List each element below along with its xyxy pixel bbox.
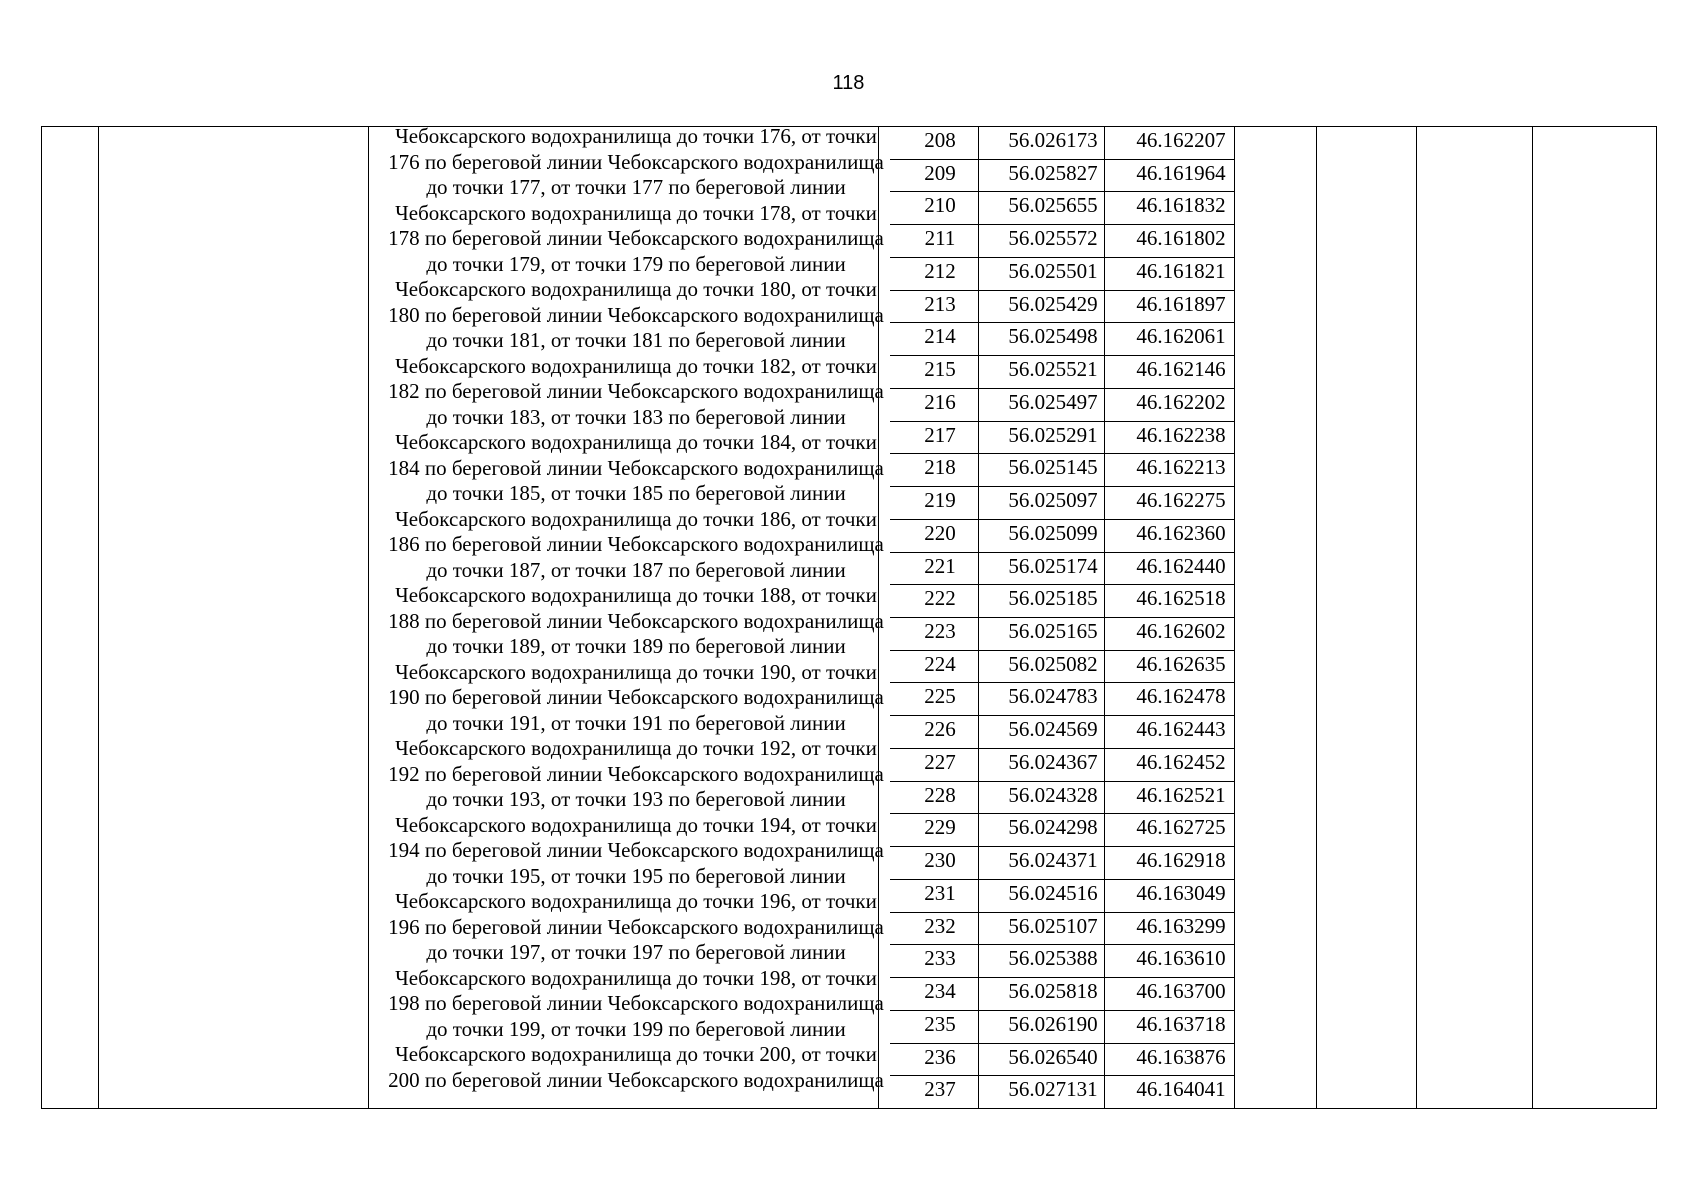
point-number: 236 [924, 1044, 956, 1069]
table-row [890, 1011, 1246, 1044]
description-line: 200 по береговой линии Чебоксарского водохранилища [388, 1067, 884, 1092]
point-number: 227 [924, 749, 956, 774]
latitude-cell: 56.025388 [1008, 946, 1098, 971]
point-number: 225 [924, 684, 956, 709]
table-border-right [1656, 126, 1657, 1109]
longitude-cell: 46.161964 [1136, 160, 1226, 185]
longitude-cell: 46.162146 [1136, 357, 1226, 382]
description-line: 176 по береговой линии Чебоксарского водохранилища [388, 149, 884, 174]
table-row [890, 716, 1246, 749]
description-line: Чебоксарского водохранилища до точки 196, от точки [395, 889, 877, 913]
point-number: 214 [924, 324, 956, 349]
point-number: 223 [924, 619, 956, 643]
table-row [890, 160, 1246, 193]
table-row [890, 1044, 1246, 1077]
longitude-cell: 46.162478 [1136, 684, 1226, 709]
description-line: до точки 199, от точки 199 по береговой линии [426, 1016, 846, 1041]
latitude-cell: 56.024371 [1008, 848, 1098, 873]
latitude-cell: 56.025501 [1008, 258, 1098, 283]
table-row [890, 454, 1246, 487]
latitude-cell: 56.025572 [1008, 226, 1098, 251]
table-row [890, 847, 1246, 880]
description-line: Чебоксарского водохранилища до точки 188, от точки [395, 583, 877, 607]
description-line: 194 по береговой линии Чебоксарского водохранилища [388, 838, 884, 862]
latitude-cell: 56.025655 [1008, 193, 1098, 218]
table-row [890, 323, 1246, 356]
column-divider [1316, 126, 1317, 1109]
point-number: 234 [924, 979, 956, 1004]
description-line: до точки 197, от точки 197 по береговой линии [426, 940, 846, 964]
table-row [890, 258, 1246, 291]
longitude-cell: 46.162207 [1136, 128, 1226, 152]
boundary-description [369, 124, 903, 1093]
table-row [890, 585, 1246, 618]
longitude-cell: 46.162918 [1136, 848, 1226, 873]
point-number: 219 [924, 488, 956, 513]
description-line: до точки 191, от точки 191 по береговой линии [426, 710, 846, 735]
table-row [890, 749, 1246, 782]
point-number: 221 [924, 553, 956, 578]
description-line: 182 по береговой линии Чебоксарского водохранилища [388, 379, 884, 403]
point-number: 208 [924, 128, 956, 152]
point-number: 231 [924, 880, 956, 905]
table-row [890, 651, 1246, 684]
description-line: 186 по береговой линии Чебоксарского водохранилища [388, 532, 884, 556]
longitude-cell: 46.162602 [1136, 619, 1226, 643]
table-row [890, 1076, 1246, 1109]
latitude-cell: 56.025521 [1008, 357, 1098, 382]
description-line: до точки 177, от точки 177 по береговой линии [426, 175, 846, 199]
latitude-cell: 56.025827 [1008, 160, 1098, 185]
latitude-cell: 56.024367 [1008, 749, 1098, 774]
table-row [890, 422, 1246, 455]
longitude-cell: 46.162635 [1136, 651, 1226, 676]
description-line: до точки 179, от точки 179 по береговой линии [426, 251, 846, 276]
table-row [890, 618, 1246, 651]
description-line: до точки 187, от точки 187 по береговой линии [426, 557, 846, 582]
column-divider [878, 126, 879, 1109]
description-line: до точки 195, от точки 195 по береговой линии [426, 863, 846, 888]
latitude-cell: 56.025818 [1008, 979, 1098, 1004]
description-line: до точки 193, от точки 193 по береговой линии [426, 787, 846, 811]
table-row [890, 225, 1246, 258]
longitude-cell: 46.162061 [1136, 324, 1226, 349]
point-number: 215 [924, 357, 956, 382]
description-line: 190 по береговой линии Чебоксарского водохранилища [388, 685, 884, 709]
latitude-cell: 56.024516 [1008, 880, 1098, 905]
table-row [890, 553, 1246, 586]
point-number: 211 [924, 226, 956, 251]
latitude-cell: 56.026540 [1008, 1044, 1098, 1069]
description-line: до точки 189, от точки 189 по береговой линии [426, 634, 846, 658]
description-line: до точки 181, от точки 181 по береговой линии [426, 328, 846, 352]
latitude-cell: 56.026173 [1008, 128, 1098, 152]
description-line: Чебоксарского водохранилища до точки 182, от точки [395, 353, 877, 378]
table-border-left [41, 126, 42, 1109]
latitude-cell: 56.025497 [1008, 389, 1098, 414]
point-number: 226 [924, 717, 956, 742]
longitude-cell: 46.162213 [1136, 455, 1226, 480]
table-row [890, 880, 1246, 913]
latitude-cell: 56.024569 [1008, 717, 1098, 742]
point-number: 237 [924, 1077, 956, 1102]
point-number: 230 [924, 848, 956, 873]
description-line: 184 по береговой линии Чебоксарского водохранилища [388, 455, 884, 480]
description-line: Чебоксарского водохранилища до точки 180, от точки [395, 277, 877, 301]
latitude-cell: 56.025097 [1008, 488, 1098, 513]
longitude-cell: 46.162440 [1136, 553, 1226, 578]
description-line: 178 по береговой линии Чебоксарского водохранилища [388, 226, 884, 250]
table-row [890, 192, 1246, 225]
table-row [890, 356, 1246, 389]
longitude-cell: 46.162443 [1136, 717, 1226, 742]
description-line: Чебоксарского водохранилища до точки 200, от точки [395, 1042, 877, 1066]
point-number: 212 [924, 258, 956, 283]
latitude-cell: 56.024298 [1008, 815, 1098, 840]
description-line: 180 по береговой линии Чебоксарского водохранилища [388, 302, 884, 327]
description-line: 198 по береговой линии Чебоксарского водохранилища [388, 991, 884, 1015]
description-line: 196 по береговой линии Чебоксарского водохранилища [388, 914, 884, 939]
longitude-cell: 46.162238 [1136, 422, 1226, 447]
table-row [890, 683, 1246, 716]
table-row [890, 520, 1246, 553]
latitude-cell: 56.027131 [1008, 1077, 1098, 1102]
latitude-cell: 56.025107 [1008, 913, 1098, 938]
column-divider [1532, 126, 1533, 1109]
point-number: 216 [924, 389, 956, 414]
longitude-cell: 46.164041 [1136, 1077, 1226, 1102]
point-number: 209 [924, 160, 956, 185]
latitude-cell: 56.025185 [1008, 586, 1098, 611]
point-number: 232 [924, 913, 956, 938]
latitude-cell: 56.025174 [1008, 553, 1098, 578]
latitude-cell: 56.025165 [1008, 619, 1098, 643]
description-line: Чебоксарского водохранилища до точки 190, от точки [395, 659, 877, 684]
longitude-cell: 46.161832 [1136, 193, 1226, 218]
description-line: Чебоксарского водохранилища до точки 194, от точки [395, 812, 877, 837]
point-number: 218 [924, 455, 956, 480]
table-border-bottom [41, 1108, 1657, 1109]
longitude-cell: 46.163876 [1136, 1044, 1226, 1069]
longitude-cell: 46.162521 [1136, 782, 1226, 807]
longitude-cell: 46.161821 [1136, 258, 1226, 283]
latitude-cell: 56.026190 [1008, 1011, 1098, 1036]
longitude-cell: 46.162452 [1136, 749, 1226, 774]
column-divider [98, 126, 99, 1109]
description-line: Чебоксарского водохранилища до точки 186, от точки [395, 506, 877, 531]
longitude-cell: 46.161802 [1136, 226, 1226, 251]
point-number: 233 [924, 946, 956, 971]
table-row [890, 978, 1246, 1011]
latitude-cell: 56.025145 [1008, 455, 1098, 480]
longitude-cell: 46.161897 [1136, 291, 1226, 316]
table-row [890, 782, 1246, 815]
point-number: 210 [924, 193, 956, 218]
longitude-cell: 46.163299 [1136, 913, 1226, 938]
latitude-cell: 56.025291 [1008, 422, 1098, 447]
table-row [890, 487, 1246, 520]
description-line: Чебоксарского водохранилища до точки 176, от точки [395, 124, 877, 148]
point-number: 213 [924, 291, 956, 316]
longitude-cell: 46.163718 [1136, 1011, 1226, 1036]
point-number: 229 [924, 815, 956, 840]
latitude-cell: 56.025099 [1008, 520, 1098, 545]
latitude-cell: 56.025429 [1008, 291, 1098, 316]
longitude-cell: 46.162202 [1136, 389, 1226, 414]
latitude-cell: 56.024783 [1008, 684, 1098, 709]
coordinates-table [41, 126, 1657, 1109]
point-number: 228 [924, 782, 956, 807]
table-row [890, 814, 1246, 847]
longitude-cell: 46.162275 [1136, 488, 1226, 513]
description-line: 188 по береговой линии Чебоксарского водохранилища [388, 608, 884, 633]
point-number: 224 [924, 651, 956, 676]
longitude-cell: 46.162518 [1136, 586, 1226, 611]
longitude-cell: 46.162725 [1136, 815, 1226, 840]
longitude-cell: 46.162360 [1136, 520, 1226, 545]
table-row [890, 127, 1246, 160]
longitude-cell: 46.163049 [1136, 880, 1226, 905]
point-number: 217 [924, 422, 956, 447]
point-number: 220 [924, 520, 956, 545]
description-line: Чебоксарского водохранилища до точки 198, от точки [395, 965, 877, 990]
page-number: 118 [832, 72, 865, 94]
longitude-cell: 46.163700 [1136, 979, 1226, 1004]
description-line: 192 по береговой линии Чебоксарского водохранилища [388, 761, 884, 786]
longitude-cell: 46.163610 [1136, 946, 1226, 971]
description-line: до точки 183, от точки 183 по береговой линии [426, 404, 846, 429]
description-line: Чебоксарского водохранилища до точки 178, от точки [395, 200, 877, 225]
table-row [890, 389, 1246, 422]
point-number: 222 [924, 586, 956, 611]
table-row [890, 291, 1246, 324]
latitude-cell: 56.024328 [1008, 782, 1098, 807]
table-row [890, 945, 1246, 978]
description-line: Чебоксарского водохранилища до точки 192, от точки [395, 736, 877, 760]
latitude-cell: 56.025082 [1008, 651, 1098, 676]
table-row [890, 913, 1246, 946]
point-number: 235 [924, 1011, 956, 1036]
description-line: до точки 185, от точки 185 по береговой линии [426, 481, 846, 505]
column-divider [1416, 126, 1417, 1109]
description-line: Чебоксарского водохранилища до точки 184, от точки [395, 430, 877, 454]
latitude-cell: 56.025498 [1008, 324, 1098, 349]
